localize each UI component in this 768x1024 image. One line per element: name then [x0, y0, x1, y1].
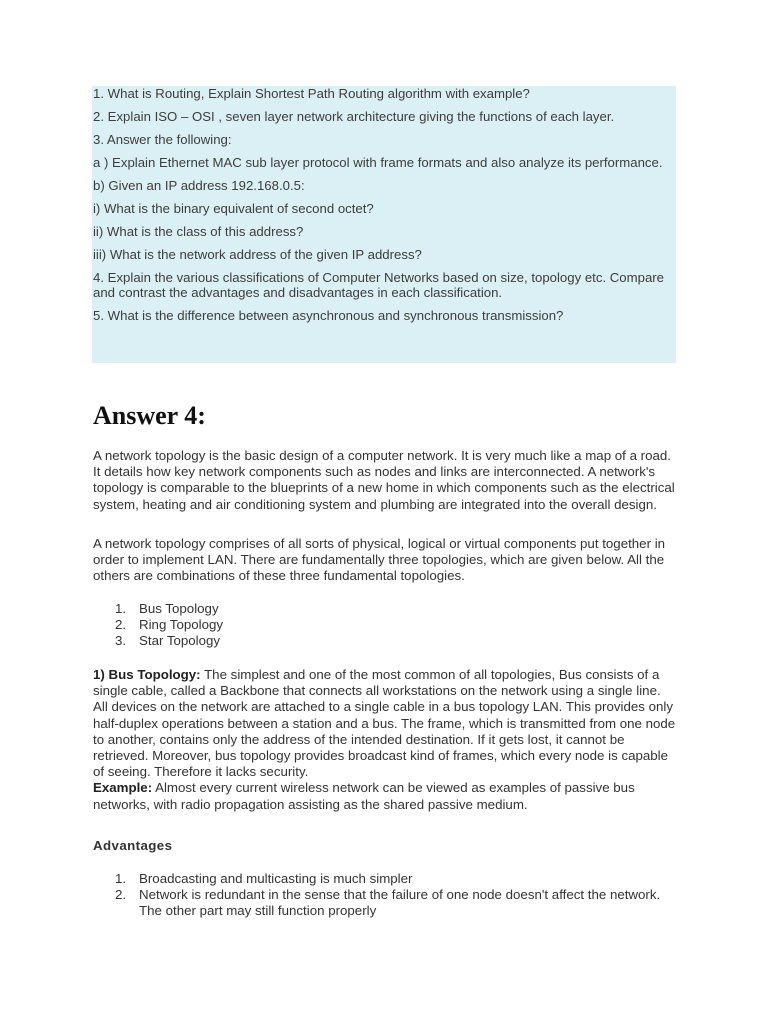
example-text: Almost every current wireless network can be viewed as examples of passive bus networks, with radio propagation assisting as the shared passive medium.: [93, 780, 635, 812]
question-3b-iii: iii) What is the network address of the given IP address?: [93, 247, 422, 262]
question-2: 2. Explain ISO – OSI , seven layer network architecture giving the functions of each layer.: [93, 109, 615, 124]
paragraph-topology-components: A network topology comprises of all sorts of physical, logical or virtual components put together in order to implement LAN. There are fundamentally three topologies, which are given below. All the others are combinations of these three fundamental topologies.: [93, 536, 666, 584]
list-number: 2.: [115, 617, 127, 632]
list-number: 1.: [115, 871, 127, 886]
advantages-list: [93, 871, 678, 919]
question-5: 5. What is the difference between asynchronous and synchronous transmission?: [93, 307, 564, 323]
answer-heading: Answer 4:: [93, 401, 206, 430]
question-3a: a ) Explain Ethernet MAC sub layer protocol with frame formats and also analyze its performance.: [93, 155, 663, 170]
list-number: 1.: [115, 601, 127, 616]
bus-topology-text: The simplest and one of the most common of all topologies, Bus consists of a single cable, called a Backbone that connects all workstations on the network using a single line. All devices on the network are attached to a single cable in a bus topology LAN. This provides only half-duplex operations between a station and a bus. The frame, which is transmitted from one node to another, contains only the address of the intended destination. If it gets lost, it cannot be retrieved. Moreover, bus topology provides broadcast kind of frames, which every node is capable of seeing. Therefore it lacks security.: [93, 667, 676, 780]
question-box: [92, 86, 676, 363]
list-item: [93, 887, 678, 919]
topology-list: [93, 601, 678, 649]
question-3: 3. Answer the following:: [93, 132, 232, 147]
question-1: 1. What is Routing, Explain Shortest Path Routing algorithm with example?: [93, 86, 530, 101]
question-4: 4. Explain the various classifications of Computer Networks based on size, topology etc. Compare and contrast the advantages and disadvantages in each classification.: [93, 270, 665, 300]
list-text: Network is redundant in the sense that the failure of one node doesn't affect the network. The other part may still function properly: [139, 887, 661, 918]
list-number: 2.: [115, 887, 127, 902]
list-number: 3.: [115, 633, 127, 648]
advantages-heading: Advantages: [93, 838, 173, 853]
list-text: Ring Topology: [139, 617, 224, 632]
example-label: Example:: [93, 780, 153, 796]
list-text: Bus Topology: [139, 601, 219, 616]
paragraph-bus-topology: [93, 667, 678, 813]
list-text: Broadcasting and multicasting is much simpler: [139, 871, 413, 886]
list-text: Star Topology: [139, 633, 221, 648]
question-3b: b) Given an IP address 192.168.0.5:: [93, 178, 305, 193]
question-3b-i: i) What is the binary equivalent of second octet?: [93, 201, 374, 216]
bus-topology-label: 1) Bus Topology:: [93, 667, 201, 682]
list-item: [93, 871, 678, 887]
list-item: [93, 601, 678, 617]
question-3b-ii: ii) What is the class of this address?: [93, 224, 304, 239]
list-item: [93, 633, 678, 649]
list-item: [93, 617, 678, 633]
paragraph-topology-intro: A network topology is the basic design of a computer network. It is very much like a map of a road. It details how key network components such as nodes and links are interconnected. A network's topology is comparable to the blueprints of a new home in which components such as the electrical system, heating and air conditioning system and plumbing are integrated into the overall design.: [93, 448, 675, 512]
